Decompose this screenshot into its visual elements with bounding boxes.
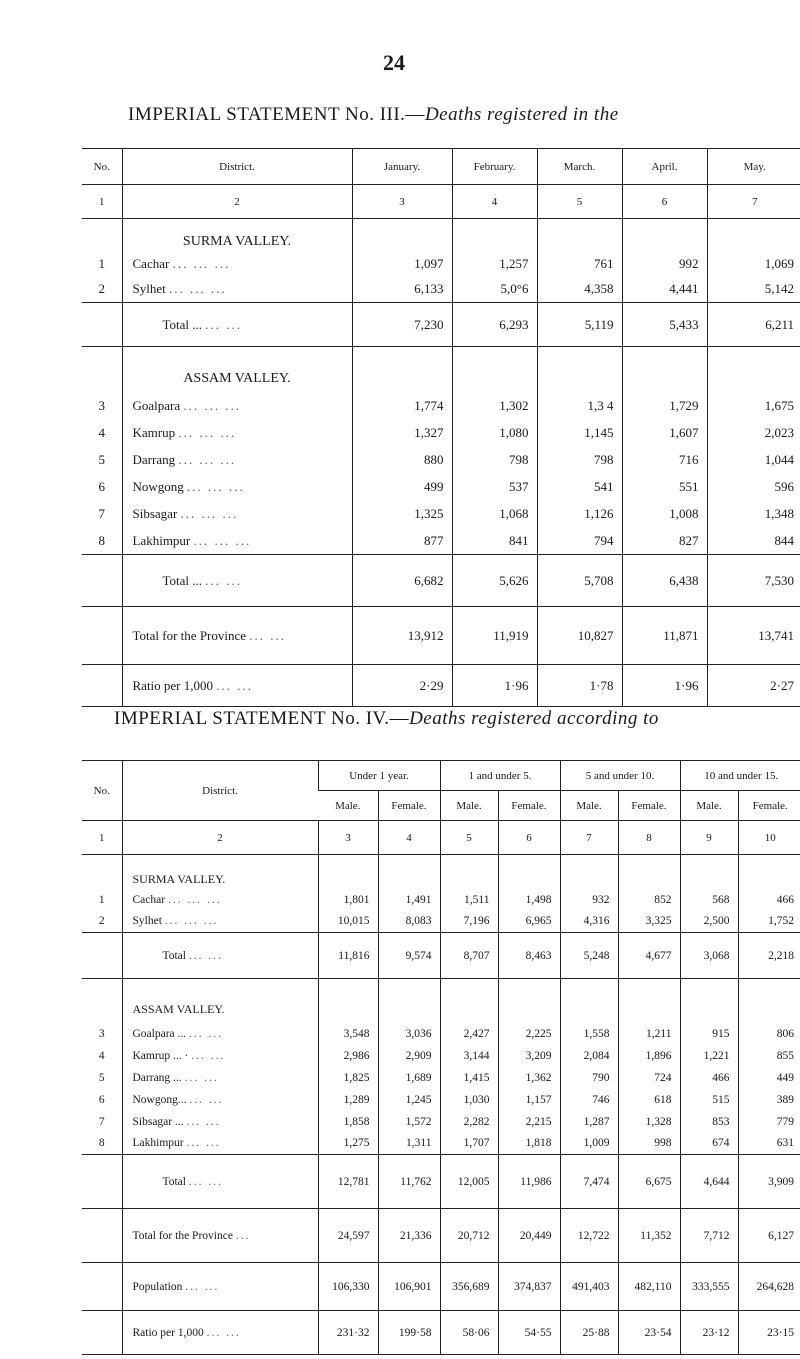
statement3-title: [128, 104, 619, 126]
row-no: 6: [98, 1093, 105, 1106]
row-district: Sibsagar ... ... ...: [122, 1111, 318, 1133]
cell: 568: [680, 889, 738, 911]
row-district: Cachar ... ... ...: [122, 889, 318, 911]
row-no: 6: [98, 479, 105, 494]
row-no: 3: [98, 1027, 105, 1040]
cell: 11,816: [318, 933, 378, 979]
table-row: [82, 474, 800, 501]
s4-header-district: District.: [122, 761, 318, 821]
table-row: [82, 277, 800, 303]
cell: 537: [452, 474, 537, 501]
cell: 1,245: [378, 1089, 440, 1111]
cell: 2,225: [498, 1023, 560, 1045]
row-district: Sylhet ... ... ...: [122, 277, 352, 303]
cell: 806: [738, 1023, 800, 1045]
cell: 5,142: [707, 277, 800, 303]
cell: 4,358: [537, 277, 622, 303]
cell: 674: [680, 1133, 738, 1155]
s3-colnum: 5: [537, 185, 622, 219]
statement3-title-prefix: IMPERIAL STATEMENT No. III.—: [128, 104, 425, 125]
cell: 992: [622, 251, 707, 277]
s3-surma-label: SURMA VALLEY.: [122, 219, 352, 251]
row-no: 2: [98, 281, 105, 297]
cell: 3,068: [680, 933, 738, 979]
cell: 5,0°6: [452, 277, 537, 303]
cell: 23·54: [618, 1311, 680, 1355]
cell: 499: [352, 474, 452, 501]
cell: 1,289: [318, 1089, 378, 1111]
s4-colnum: 1: [99, 831, 105, 844]
cell: 1,707: [440, 1133, 498, 1155]
s4-colnum: 10: [738, 821, 800, 855]
s4-header-10to15: 10 and under 15.: [680, 761, 800, 791]
cell: 8,083: [378, 911, 440, 933]
s3-header-may: May.: [707, 149, 800, 185]
cell: 106,901: [378, 1263, 440, 1311]
cell: 779: [738, 1111, 800, 1133]
row-district: Sylhet ... ... ...: [122, 911, 318, 933]
page-number: 24: [383, 50, 405, 75]
table-row: [82, 1263, 800, 1311]
s3-header-april: April.: [622, 149, 707, 185]
cell: 1,774: [352, 393, 452, 420]
table-row: [82, 1111, 800, 1133]
cell: 1·78: [537, 665, 622, 707]
cell: 1,080: [452, 420, 537, 447]
cell: 13,912: [352, 607, 452, 665]
cell: 11,919: [452, 607, 537, 665]
cell: 264,628: [738, 1263, 800, 1311]
table-row: [82, 1045, 800, 1067]
row-district: Goalpara ... ... ...: [122, 1023, 318, 1045]
cell: 1,858: [318, 1111, 378, 1133]
s4-colnum: 4: [378, 821, 440, 855]
row-district: Lakhimpur ... ...: [122, 1133, 318, 1155]
row-district: Darrang ... ... ...: [122, 447, 352, 474]
row-no: 4: [98, 1049, 105, 1062]
statement3-title-italic: Deaths registered in the: [424, 104, 619, 125]
cell: 1,145: [537, 420, 622, 447]
row-district: Goalpara ... ... ...: [122, 393, 352, 420]
cell: 2·29: [352, 665, 452, 707]
s3-header-district: District.: [122, 149, 352, 185]
s3-colnum: 1: [99, 195, 105, 208]
cell: 716: [622, 447, 707, 474]
cell: 1,348: [707, 501, 800, 528]
cell: 6,127: [738, 1209, 800, 1263]
s4-surma-label: SURMA VALLEY.: [122, 855, 318, 889]
cell: 2,986: [318, 1045, 378, 1067]
cell: 1,097: [352, 251, 452, 277]
cell: 1,311: [378, 1133, 440, 1155]
row-district: Kamrup ... · ... ...: [122, 1045, 318, 1067]
cell: 333,555: [680, 1263, 738, 1311]
cell: 199·58: [378, 1311, 440, 1355]
s4-colnum: 3: [318, 821, 378, 855]
cell: 6,211: [707, 303, 800, 347]
s4-colnum: 8: [618, 821, 680, 855]
cell: 724: [618, 1067, 680, 1089]
cell: 798: [452, 447, 537, 474]
row-district: Cachar ... ... ...: [122, 251, 352, 277]
cell: 4,644: [680, 1155, 738, 1209]
cell: 631: [738, 1133, 800, 1155]
cell: 6,438: [622, 555, 707, 607]
s4-header-male: Male.: [335, 799, 361, 812]
cell: 6,675: [618, 1155, 680, 1209]
table-row: [82, 501, 800, 528]
row-total-label: Total ... ... ...: [122, 303, 352, 347]
row-no: 8: [98, 532, 105, 548]
row-district: Lakhimpur ... ... ...: [122, 528, 352, 555]
cell: 3,209: [498, 1045, 560, 1067]
cell: 21,336: [378, 1209, 440, 1263]
cell: 3,909: [738, 1155, 800, 1209]
row-total-label: Total ... ...: [122, 1155, 318, 1209]
s4-header-male: Male.: [680, 791, 738, 821]
cell: 1,069: [707, 251, 800, 277]
s3-header-february: February.: [452, 149, 537, 185]
s4-header-male: Male.: [560, 791, 618, 821]
cell: 5,119: [537, 303, 622, 347]
cell: 7,474: [560, 1155, 618, 1209]
cell: 7,530: [707, 555, 800, 607]
table-row: [82, 1133, 800, 1155]
row-district: Darrang ... ... ...: [122, 1067, 318, 1089]
statement4-title-prefix: IMPERIAL STATEMENT No. IV.—: [114, 708, 410, 729]
cell: 1,221: [680, 1045, 738, 1067]
cell: 1,801: [318, 889, 378, 911]
cell: 855: [738, 1045, 800, 1067]
row-district: Nowgong ... ... ...: [122, 474, 352, 501]
cell: 20,449: [498, 1209, 560, 1263]
s3-colnum: 7: [707, 185, 800, 219]
cell: 541: [537, 474, 622, 501]
s4-header-female: Female.: [378, 791, 440, 821]
cell: 2,427: [440, 1023, 498, 1045]
cell: 1,257: [452, 251, 537, 277]
row-ratio-label: Ratio per 1,000 ... ...: [122, 665, 352, 707]
row-no: 8: [98, 1137, 105, 1150]
cell: 3,144: [440, 1045, 498, 1067]
cell: 12,781: [318, 1155, 378, 1209]
cell: 6,133: [352, 277, 452, 303]
cell: 2,909: [378, 1045, 440, 1067]
cell: 10,015: [318, 911, 378, 933]
cell: 1,491: [378, 889, 440, 911]
cell: 2·27: [707, 665, 800, 707]
cell: 618: [618, 1089, 680, 1111]
s4-header-female: Female.: [738, 791, 800, 821]
cell: 1,498: [498, 889, 560, 911]
row-no: 7: [98, 1115, 105, 1128]
cell: 12,005: [440, 1155, 498, 1209]
cell: 1,689: [378, 1067, 440, 1089]
cell: 1,818: [498, 1133, 560, 1155]
table-row: [82, 555, 800, 607]
table-row: [82, 889, 800, 911]
cell: 2,282: [440, 1111, 498, 1133]
cell: 466: [738, 889, 800, 911]
cell: 23·15: [738, 1311, 800, 1355]
s4-header-under1: Under 1 year.: [318, 761, 440, 791]
table-row: [82, 1311, 800, 1355]
cell: 2,500: [680, 911, 738, 933]
cell: 1,211: [618, 1023, 680, 1045]
cell: 231·32: [318, 1311, 378, 1355]
row-total-label: Total ... ...: [122, 933, 318, 979]
cell: 596: [707, 474, 800, 501]
s3-assam-label: ASSAM VALLEY.: [122, 347, 352, 393]
row-no: 1: [98, 893, 105, 906]
table-row: [82, 1209, 800, 1263]
s3-colnum: 3: [352, 185, 452, 219]
cell: 1,572: [378, 1111, 440, 1133]
cell: 11,871: [622, 607, 707, 665]
cell: 58·06: [440, 1311, 498, 1355]
cell: 915: [680, 1023, 738, 1045]
s4-header-female: Female.: [498, 791, 560, 821]
cell: 374,837: [498, 1263, 560, 1311]
s4-header-5to10: 5 and under 10.: [560, 761, 680, 791]
cell: 1,302: [452, 393, 537, 420]
row-no: 7: [98, 506, 105, 521]
table-row: [82, 933, 800, 979]
cell: 10,827: [537, 607, 622, 665]
table-row: [82, 393, 800, 420]
cell: 880: [352, 447, 452, 474]
table-row: [82, 1067, 800, 1089]
cell: 844: [707, 528, 800, 555]
row-no: 3: [98, 398, 105, 413]
table-row: [82, 303, 800, 347]
cell: 7,196: [440, 911, 498, 933]
s4-colnum: 6: [498, 821, 560, 855]
row-population-label: Population ... ...: [122, 1263, 318, 1311]
cell: 1,896: [618, 1045, 680, 1067]
cell: 491,403: [560, 1263, 618, 1311]
s4-assam-label: ASSAM VALLEY.: [122, 979, 318, 1023]
cell: 9,574: [378, 933, 440, 979]
cell: 5,626: [452, 555, 537, 607]
cell: 3,548: [318, 1023, 378, 1045]
cell: 11,762: [378, 1155, 440, 1209]
cell: 4,441: [622, 277, 707, 303]
table-row: [82, 447, 800, 474]
cell: 11,986: [498, 1155, 560, 1209]
statement4-table: [82, 760, 800, 1355]
s3-colnum: 4: [452, 185, 537, 219]
cell: 466: [680, 1067, 738, 1089]
cell: 8,707: [440, 933, 498, 979]
cell: 1,009: [560, 1133, 618, 1155]
s3-colnum: 2: [122, 185, 352, 219]
row-no: 5: [98, 1071, 105, 1084]
table-row: [82, 528, 800, 555]
cell: 11,352: [618, 1209, 680, 1263]
cell: 25·88: [560, 1311, 618, 1355]
table-row: [82, 665, 800, 707]
cell: 8,463: [498, 933, 560, 979]
row-no: 5: [98, 452, 105, 467]
s4-header-1to5: 1 and under 5.: [440, 761, 560, 791]
cell: 1·96: [622, 665, 707, 707]
cell: 853: [680, 1111, 738, 1133]
cell: 1,287: [560, 1111, 618, 1133]
cell: 6,965: [498, 911, 560, 933]
cell: 3,036: [378, 1023, 440, 1045]
row-no: 4: [98, 425, 105, 440]
cell: 24,597: [318, 1209, 378, 1263]
statement3-table: [82, 148, 800, 707]
cell: 6,293: [452, 303, 537, 347]
cell: 7,230: [352, 303, 452, 347]
cell: 852: [618, 889, 680, 911]
cell: 1,558: [560, 1023, 618, 1045]
row-ratio-label: Ratio per 1,000 ... ...: [122, 1311, 318, 1355]
table-row: [82, 911, 800, 933]
s4-colnum: 9: [680, 821, 738, 855]
cell: 5,708: [537, 555, 622, 607]
table-row: [82, 607, 800, 665]
s4-colnum: 7: [560, 821, 618, 855]
cell: 7,712: [680, 1209, 738, 1263]
cell: 12,722: [560, 1209, 618, 1263]
table-row: [82, 1089, 800, 1111]
cell: 827: [622, 528, 707, 555]
cell: 5,433: [622, 303, 707, 347]
cell: 1,607: [622, 420, 707, 447]
cell: 1,157: [498, 1089, 560, 1111]
statement4-title-italic: Deaths registered according to: [409, 708, 659, 729]
cell: 1,044: [707, 447, 800, 474]
cell: 1,068: [452, 501, 537, 528]
cell: 1,729: [622, 393, 707, 420]
cell: 1,752: [738, 911, 800, 933]
s4-header-female: Female.: [618, 791, 680, 821]
row-district: Kamrup ... ... ...: [122, 420, 352, 447]
cell: 23·12: [680, 1311, 738, 1355]
row-district: Nowgong... ... ...: [122, 1089, 318, 1111]
row-no: 1: [98, 255, 105, 271]
cell: 798: [537, 447, 622, 474]
row-no: 2: [98, 915, 105, 928]
cell: 877: [352, 528, 452, 555]
cell: 1,3 4: [537, 393, 622, 420]
row-province-label: Total for the Province ...: [122, 1209, 318, 1263]
cell: 515: [680, 1089, 738, 1111]
cell: 4,677: [618, 933, 680, 979]
table-row: [82, 251, 800, 277]
cell: 1·96: [452, 665, 537, 707]
cell: 841: [452, 528, 537, 555]
cell: 20,712: [440, 1209, 498, 1263]
cell: 794: [537, 528, 622, 555]
cell: 13,741: [707, 607, 800, 665]
cell: 1,325: [352, 501, 452, 528]
s4-header-no: No.: [93, 784, 110, 797]
cell: 1,030: [440, 1089, 498, 1111]
cell: 1,328: [618, 1111, 680, 1133]
cell: 1,275: [318, 1133, 378, 1155]
s4-colnum: 5: [440, 821, 498, 855]
cell: 1,511: [440, 889, 498, 911]
cell: 4,316: [560, 911, 618, 933]
cell: 1,415: [440, 1067, 498, 1089]
cell: 2,218: [738, 933, 800, 979]
cell: 790: [560, 1067, 618, 1089]
cell: 1,126: [537, 501, 622, 528]
cell: 1,675: [707, 393, 800, 420]
table-row: [82, 420, 800, 447]
cell: 482,110: [618, 1263, 680, 1311]
cell: 5,248: [560, 933, 618, 979]
s3-header-january: January.: [352, 149, 452, 185]
cell: 389: [738, 1089, 800, 1111]
row-province-label: Total for the Province ... ...: [122, 607, 352, 665]
cell: 1,362: [498, 1067, 560, 1089]
s4-header-male: Male.: [440, 791, 498, 821]
cell: 449: [738, 1067, 800, 1089]
table-row: [82, 1155, 800, 1209]
row-district: Sibsagar ... ... ...: [122, 501, 352, 528]
cell: 932: [560, 889, 618, 911]
s3-header-no: No.: [93, 160, 110, 173]
s3-colnum: 6: [622, 185, 707, 219]
cell: 106,330: [318, 1263, 378, 1311]
cell: 761: [537, 251, 622, 277]
cell: 746: [560, 1089, 618, 1111]
cell: 551: [622, 474, 707, 501]
cell: 1,008: [622, 501, 707, 528]
row-total-label: Total ... ... ...: [122, 555, 352, 607]
s3-header-march: March.: [537, 149, 622, 185]
cell: 1,825: [318, 1067, 378, 1089]
cell: 998: [618, 1133, 680, 1155]
cell: 2,215: [498, 1111, 560, 1133]
cell: 2,023: [707, 420, 800, 447]
cell: 3,325: [618, 911, 680, 933]
table-row: [82, 1023, 800, 1045]
cell: 6,682: [352, 555, 452, 607]
cell: 356,689: [440, 1263, 498, 1311]
s4-colnum: 2: [122, 821, 318, 855]
cell: 2,084: [560, 1045, 618, 1067]
cell: 54·55: [498, 1311, 560, 1355]
statement4-title: [114, 708, 659, 730]
cell: 1,327: [352, 420, 452, 447]
